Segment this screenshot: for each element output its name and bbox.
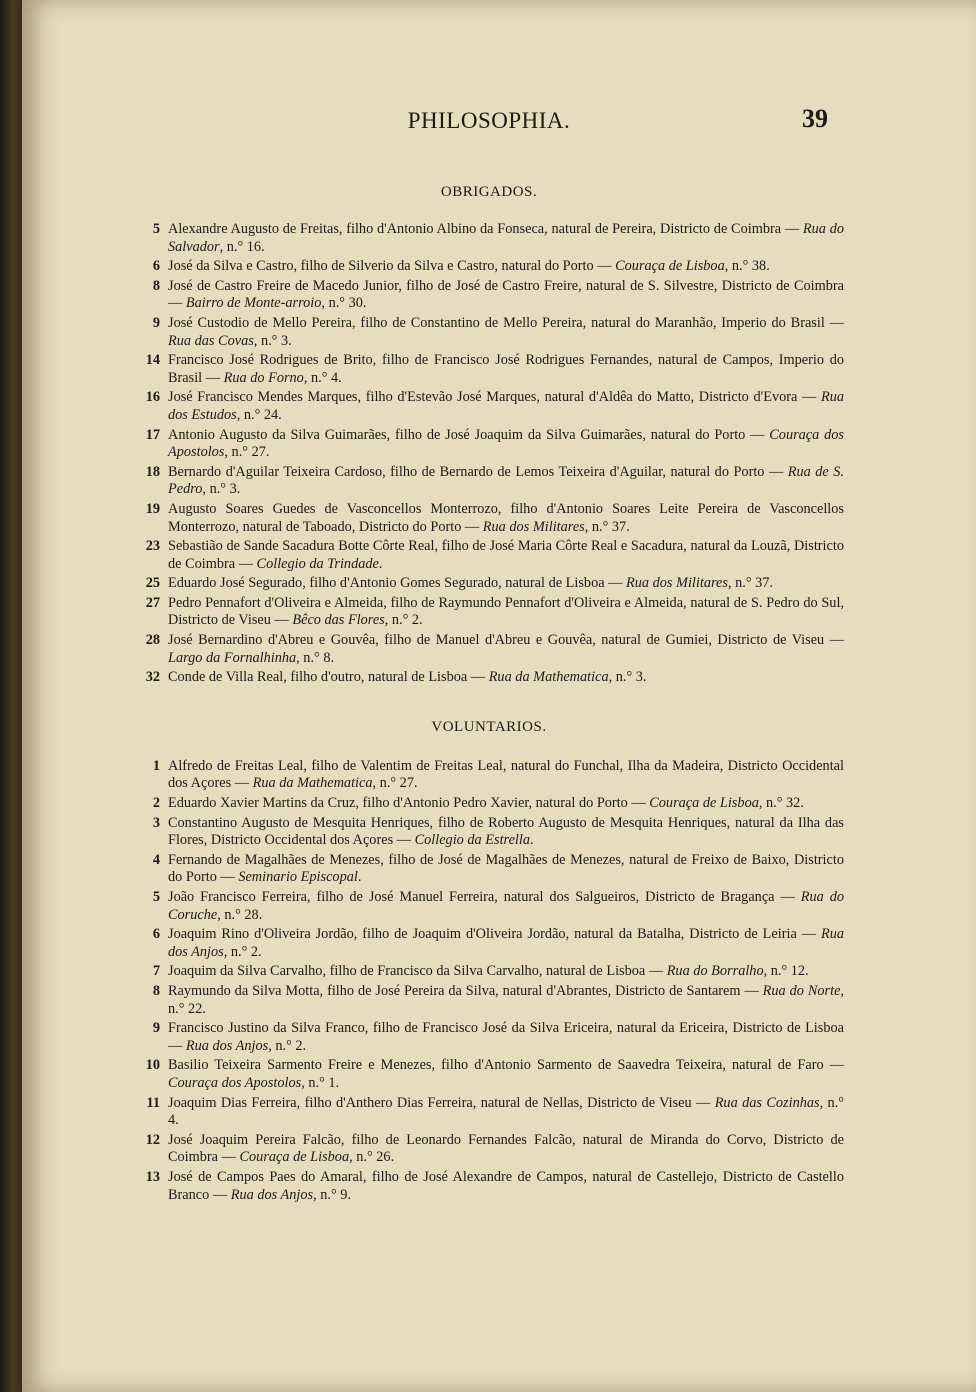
entry-text xyxy=(168,669,844,687)
list-item xyxy=(134,315,844,350)
entry-street: Rua dos Anjos xyxy=(185,1037,269,1054)
list-item xyxy=(134,963,844,981)
entry-house-number: , n.° 3. xyxy=(608,669,647,686)
entry-name-origin: Joaquim Dias Ferreira, filho d'Anthero Dias Ferreira, natural de Nellas, Districto de Viseu — xyxy=(168,1094,715,1111)
entry-name-origin: José Francisco Mendes Marques, filho d'Estevão José Marques, natural d'Aldêa do Matto, Districto d'Evora — xyxy=(168,389,821,406)
entry-number: 9 xyxy=(152,314,160,331)
entry-street: Seminario Episcopal xyxy=(238,869,358,886)
entry-text xyxy=(168,983,844,1018)
entry-house-number: , n.° 24. xyxy=(236,406,282,423)
entry-house-number: , n.° 3. xyxy=(202,481,241,498)
entry-house-number: , n.° 2. xyxy=(223,943,262,960)
entry-number: 5 xyxy=(152,889,160,905)
entry-number: 17 xyxy=(145,426,160,443)
entry-text xyxy=(168,278,844,313)
entry-number: 7 xyxy=(152,963,160,980)
entry-street: Rua do Norte xyxy=(762,982,841,999)
entry-text xyxy=(168,221,844,256)
entry-street: Rua do Borralho xyxy=(666,963,764,980)
list-item xyxy=(134,852,844,887)
entry-name-origin: José da Silva e Castro, filho de Silverio da Silva e Castro, natural do Porto — xyxy=(168,258,616,275)
entry-number: 27 xyxy=(145,594,160,611)
entry-text xyxy=(168,815,844,850)
section-title: VOLUNTARIOS. xyxy=(431,718,547,735)
entry-house-number: , n.° 26. xyxy=(349,1149,395,1166)
entry-street: Rua das Covas xyxy=(168,332,254,349)
entry-house-number: , n.° 4. xyxy=(168,1094,844,1129)
entry-house-number: , n.° 2. xyxy=(384,612,423,629)
entry-number: 28 xyxy=(145,632,160,649)
entry-number: 2 xyxy=(152,795,160,812)
entry-street: Rua das Cozinhas xyxy=(714,1094,820,1111)
entry-house-number: , n.° 2. xyxy=(268,1037,307,1054)
entry-text xyxy=(168,595,844,630)
entry-name-origin: Conde de Villa Real, filho d'outro, natural de Lisboa — xyxy=(168,669,489,686)
entry-street: Bêco das Flores xyxy=(292,612,385,629)
entry-name-origin: José Custodio de Mello Pereira, filho de Constantino de Mello Pereira, natural do Maranhão, Imperio do Brasil — xyxy=(168,314,844,331)
entry-house-number: , n.° 27. xyxy=(224,444,270,461)
entry-number: 6 xyxy=(152,926,160,943)
list-item xyxy=(134,427,844,462)
entry-house-number: , n.° 38. xyxy=(724,258,770,275)
entry-name-origin: Raymundo da Silva Motta, filho de José Pereira da Silva, natural d'Abrantes, Districto de Santarem — xyxy=(168,982,763,999)
entry-street: Rua dos Anjos xyxy=(230,1186,314,1203)
entry-number: 3 xyxy=(152,814,160,831)
entry-text xyxy=(168,1020,844,1055)
entry-number: 6 xyxy=(152,258,160,275)
entry-house-number: . xyxy=(357,869,362,886)
entry-street: Couraça de Lisboa xyxy=(649,795,759,812)
entry-street: Rua de S. Pedro xyxy=(168,463,844,498)
entry-name-origin: José Bernardino d'Abreu e Gouvêa, filho de Manuel d'Abreu e Gouvêa, natural de Gumiei, Districto de Viseu — xyxy=(168,632,844,649)
entry-name-origin: Antonio Augusto da Silva Guimarães, filho de José Joaquim da Silva Guimarães, natural do Porto — xyxy=(168,426,770,443)
list-item xyxy=(134,669,844,687)
entry-street: Couraça de Lisboa xyxy=(239,1149,350,1166)
entry-street: Rua dos Estudos xyxy=(168,389,844,423)
entry-name-origin: José Joaquim Pereira Falcão, filho de Leonardo Fernandes Falcão, natural de Miranda do Corvo, Districto de Coimbra — xyxy=(168,1131,844,1166)
entry-house-number: , n.° 37. xyxy=(584,518,630,535)
entry-street: Couraça dos Apostolos xyxy=(168,1074,302,1091)
list-item xyxy=(134,538,844,573)
entry-number: 8 xyxy=(152,277,160,294)
entry-number: 4 xyxy=(152,851,160,868)
entry-street: Collegio da Estrella xyxy=(414,832,531,849)
entry-name-origin: Basilio Teixeira Sarmento Freire e Menezes, filho d'Antonio Sarmento de Saavedra Teixeira, natural de Faro — xyxy=(168,1057,844,1074)
entry-text xyxy=(168,464,844,499)
entry-house-number: , n.° 1. xyxy=(301,1074,340,1091)
page-content xyxy=(134,104,844,1206)
entry-number: 13 xyxy=(145,1168,160,1185)
entry-text xyxy=(168,575,844,593)
entry-house-number: , n.° 27. xyxy=(372,775,418,792)
entry-name-origin: Constantino Augusto de Mesquita Henriques, filho de Roberto Augusto de Mesquita Henriques, natural da Ilha das Flores, Districto Occidental dos Açores — xyxy=(168,814,844,849)
entry-text xyxy=(168,389,844,424)
list-item xyxy=(134,926,844,961)
entry-text xyxy=(168,1132,844,1167)
page-header xyxy=(134,104,844,144)
book-spine xyxy=(0,0,22,1392)
entry-name-origin: Pedro Pennafort d'Oliveira e Almeida, filho de Raymundo Pennafort d'Oliveira e Almeida, natural de S. Pedro do Sul, Districto de Viseu — xyxy=(168,594,844,629)
entry-number: 14 xyxy=(145,352,160,369)
list-item xyxy=(134,575,844,593)
entry-text xyxy=(168,427,844,462)
entry-name-origin: Eduardo José Segurado, filho d'Antonio Gomes Segurado, natural de Lisboa — xyxy=(168,575,627,592)
book-page xyxy=(22,0,976,1392)
entry-number: 8 xyxy=(152,982,160,999)
entry-text xyxy=(168,795,844,813)
entry-text xyxy=(168,315,844,350)
entry-name-origin: Alfredo de Freitas Leal, filho de Valentim de Freitas Leal, natural do Funchal, Ilha da Madeira, Districto Occidental dos Açores — xyxy=(168,757,844,792)
entry-street: Couraça dos Apostolos xyxy=(168,426,844,461)
entry-text xyxy=(168,352,844,387)
entry-street: Rua dos Militares xyxy=(482,518,585,535)
entry-text xyxy=(168,501,844,536)
entry-text xyxy=(168,258,844,276)
entry-text xyxy=(168,758,844,793)
entry-house-number: . xyxy=(378,555,383,572)
page-number: 39 xyxy=(802,104,828,133)
entry-street: Couraça de Lisboa xyxy=(615,258,725,275)
entry-street: Rua do Salvador xyxy=(168,221,844,255)
entry-number: 32 xyxy=(145,669,160,686)
entry-street: Collegio da Trindade xyxy=(256,555,379,572)
entry-number: 12 xyxy=(145,1131,160,1148)
entry-house-number: , n.° 22. xyxy=(168,982,844,1017)
entry-name-origin: Eduardo Xavier Martins da Cruz, filho d'Antonio Pedro Xavier, natural do Porto — xyxy=(168,795,650,812)
entry-text xyxy=(168,1169,844,1204)
entry-house-number: , n.° 37. xyxy=(727,575,773,592)
entry-house-number: , n.° 3. xyxy=(253,332,292,349)
entry-number: 18 xyxy=(145,463,160,480)
entry-street: Rua da Mathematica xyxy=(252,775,373,792)
list-item xyxy=(134,1132,844,1167)
list-item xyxy=(134,595,844,630)
list-item xyxy=(134,983,844,1018)
entry-number: 11 xyxy=(146,1094,160,1111)
entry-house-number: , n.° 9. xyxy=(313,1186,351,1203)
list-item xyxy=(134,889,844,924)
entry-number: 23 xyxy=(145,538,160,555)
entry-house-number: , n.° 8. xyxy=(296,649,335,666)
entry-house-number: , n.° 32. xyxy=(758,795,804,812)
list-item xyxy=(134,1057,844,1092)
entry-text xyxy=(168,852,844,887)
entry-street: Largo da Fornalhinha xyxy=(168,649,297,666)
entry-number: 10 xyxy=(145,1057,160,1074)
list-item xyxy=(134,795,844,813)
entry-name-origin: José de Castro Freire de Macedo Junior, filho de José de Castro Freire, natural de S. Silvestre, Districto de Coimbra — xyxy=(168,277,844,312)
entry-name-origin: Francisco Justino da Silva Franco, filho de Francisco José da Silva Ericeira, natural da Ericeira, Districto de Lisboa — xyxy=(168,1020,844,1054)
entry-name-origin: Joaquim da Silva Carvalho, filho de Francisco da Silva Carvalho, natural de Lisboa — xyxy=(168,963,667,980)
entry-name-origin: Francisco José Rodrigues de Brito, filho de Francisco José Rodrigues Fernandes, natural de Campos, Imperio do Brasil — xyxy=(168,352,844,386)
entry-name-origin: Augusto Soares Guedes de Vasconcellos Monterrozo, filho d'Antonio Soares Leite Pereira de Vasconcellos Monterrozo, natural de Taboado, Districto do Porto — xyxy=(168,500,844,535)
list-item xyxy=(134,1020,844,1055)
entry-house-number: , n.° 28. xyxy=(217,906,263,923)
entry-number: 16 xyxy=(145,389,160,406)
entry-text xyxy=(168,889,844,924)
entry-number: 5 xyxy=(152,221,160,237)
entry-number: 25 xyxy=(145,575,160,592)
entry-street: Rua do Coruche xyxy=(168,889,844,923)
entry-number: 1 xyxy=(152,757,160,774)
list-item xyxy=(134,1095,844,1130)
list-item xyxy=(134,1169,844,1204)
entry-street: Rua dos Militares xyxy=(626,575,728,592)
list-item xyxy=(134,352,844,387)
entry-name-origin: Fernando de Magalhães de Menezes, filho de José de Magalhães de Menezes, natural de Freixo de Baixo, Districto do Porto — xyxy=(168,851,844,886)
list-item xyxy=(134,389,844,424)
entry-name-origin: Joaquim Rino d'Oliveira Jordão, filho de Joaquim d'Oliveira Jordão, natural da Batalha, Districto de Leiria — xyxy=(168,926,821,943)
list-item xyxy=(134,501,844,536)
list-item xyxy=(134,464,844,499)
entry-name-origin: José de Campos Paes do Amaral, filho de José Alexandre de Campos, natural de Castellejo, Districto de Castello Branco — xyxy=(168,1168,844,1203)
entry-name-origin: João Francisco Ferreira, filho de José Manuel Ferreira, natural dos Salgueiros, Districto de Bragança — xyxy=(168,889,801,905)
entry-text xyxy=(168,632,844,667)
list-item xyxy=(134,758,844,793)
section-title: OBRIGADOS. xyxy=(440,184,538,200)
entry-street: Bairro de Monte-arroio xyxy=(185,295,322,312)
entry-number: 19 xyxy=(145,500,160,517)
entry-text xyxy=(168,926,844,961)
entry-name-origin: Sebastião de Sande Sacadura Botte Côrte Real, filho de José Maria Côrte Real e Sacadura, natural da Louzã, Districto de Coimbra — xyxy=(168,538,844,572)
running-title: PHILOSOPHIA. xyxy=(407,108,571,133)
sections-container xyxy=(134,184,844,1204)
entry-name-origin: Alexandre Augusto de Freitas, filho d'Antonio Albino da Fonseca, natural de Pereira, Districto de Coimbra — xyxy=(168,221,803,237)
list-item xyxy=(134,815,844,850)
entry-street: Rua dos Anjos xyxy=(168,926,844,960)
entry-number: 9 xyxy=(152,1020,160,1037)
entry-text xyxy=(168,963,844,981)
entry-house-number: . xyxy=(530,832,534,849)
entry-street: Rua da Mathematica xyxy=(488,669,609,686)
entry-text xyxy=(168,538,844,573)
entry-house-number: , n.° 16. xyxy=(219,238,265,255)
entry-text xyxy=(168,1095,844,1130)
entry-street: Rua do Forno xyxy=(223,369,304,386)
list-item xyxy=(134,278,844,313)
list-item xyxy=(134,258,844,276)
entry-name-origin: Bernardo d'Aguilar Teixeira Cardoso, filho de Bernardo de Lemos Teixeira d'Aguilar, natural do Porto — xyxy=(168,463,788,480)
entry-house-number: , n.° 30. xyxy=(321,295,367,312)
entry-text xyxy=(168,1057,844,1092)
list-item xyxy=(134,221,844,256)
entry-house-number: , n.° 12. xyxy=(763,963,809,980)
entry-house-number: , n.° 4. xyxy=(303,369,342,386)
list-item xyxy=(134,632,844,667)
